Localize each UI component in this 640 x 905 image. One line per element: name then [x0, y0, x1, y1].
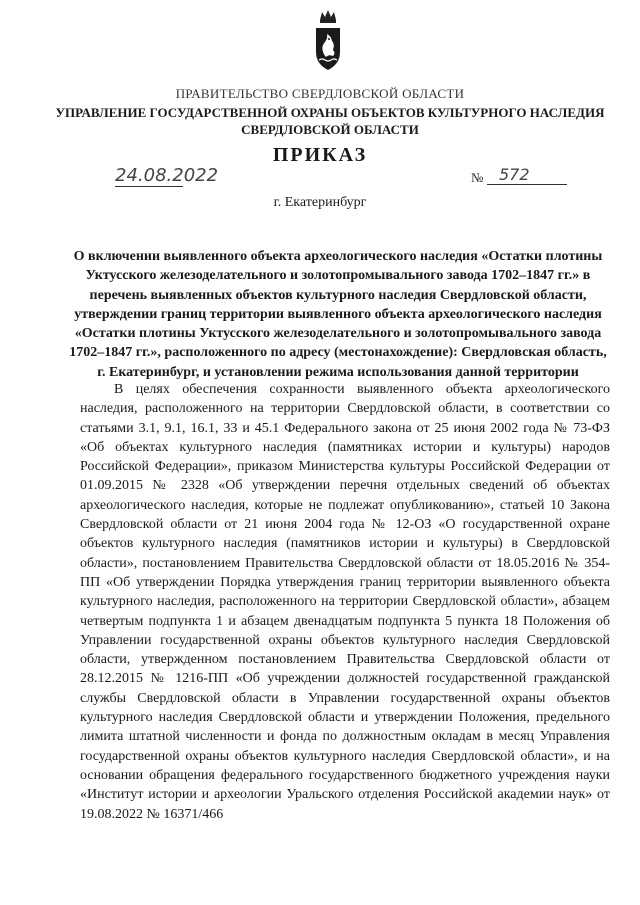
coat-of-arms-icon	[311, 8, 345, 82]
order-number-label: №	[471, 170, 484, 185]
government-name: ПРАВИТЕЛЬСТВО СВЕРДЛОВСКОЙ ОБЛАСТИ	[175, 86, 465, 101]
order-number-field	[487, 166, 567, 185]
order-date-handwritten: 24.08.2022	[115, 165, 219, 186]
order-number-handwritten: 572	[499, 165, 530, 184]
order-body-paragraph: В целях обеспечения сохранности выявленного объекта археологического наследия, расположенного на территории Свердловской области, в соответствии со статьями 3.1, 9.1, 16.1, 33 и 45.1 Федерального закона от 25 июня 2002 года № 73-ФЗ «Об объектах культурного наследия (памятниках истории и культуры) народов Российской Федерации», приказом Министерства культуры Российской Федерации от 01.09.2015 № 2328 «Об утверждении перечня отдельных сведений об объектах археологического наследия, которые не подлежат опубликованию», статьей 10 Закона Свердловской области от 21 июня 2004 года № 12-ОЗ «О государственной охране объектов культурного наследия (памятников истории и культуры) в Свердловской области», постановлением Правительства Свердловской области от 18.05.2016 № 354-ПП «Об утверждении Порядка утверждения границ территории выявленного объекта культурного наследия, расположенного на территории Свердловской области», абзацем четвертым подпункта 1 и абзацем двенадцатым подпункта 5 пункта 18 Положения об Управлении государственной охраны объектов культурного наследия Свердловской области, утвержденном постановлением Правительства Свердловской области от 28.12.2015 № 1216-ПП «Об учреждении должностей государственной гражданской службы Свердловской области в Управлении государственной охраны объектов культурного наследия Свердловской области и утверждении Положения, предельного лимита штатной численности и фонда по должностным окладам в месяц Управления государственной охраны объектов культурного наследия Свердловской области», и на основании обращения федерального государственного бюджетного учреждения науки «Институт истории и археологии Уральского отделения Российской академии наук» от 19.08.2022 № 16371/466	[80, 382, 610, 822]
order-date-field	[115, 164, 219, 187]
order-title: ПРИКАЗ	[272, 144, 368, 166]
department-name: УПРАВЛЕНИЕ ГОСУДАРСТВЕННОЙ ОХРАНЫ ОБЪЕКТОВ КУЛЬТУРНОГО НАСЛЕДИЯ СВЕРДЛОВСКОЙ ОБЛАСТИ	[55, 105, 605, 137]
order-subject: О включении выявленного объекта археологического наследия «Остатки плотины Уктусского железоделательного и золотопромывального завода 1702–1847 гг.» в перечень выявленных объектов культурного наследия Свердловской области, утверждении границ территории выявленного объекта археологического наследия «Остатки плотины Уктусского железоделательного и золотопромывального завода 1702–1847 гг.», расположенного по адресу (местонахождение): Свердловская область, г. Екатеринбург, и установлении режима использования данной территории	[69, 249, 607, 380]
city-name: г. Екатеринбург	[273, 195, 367, 210]
